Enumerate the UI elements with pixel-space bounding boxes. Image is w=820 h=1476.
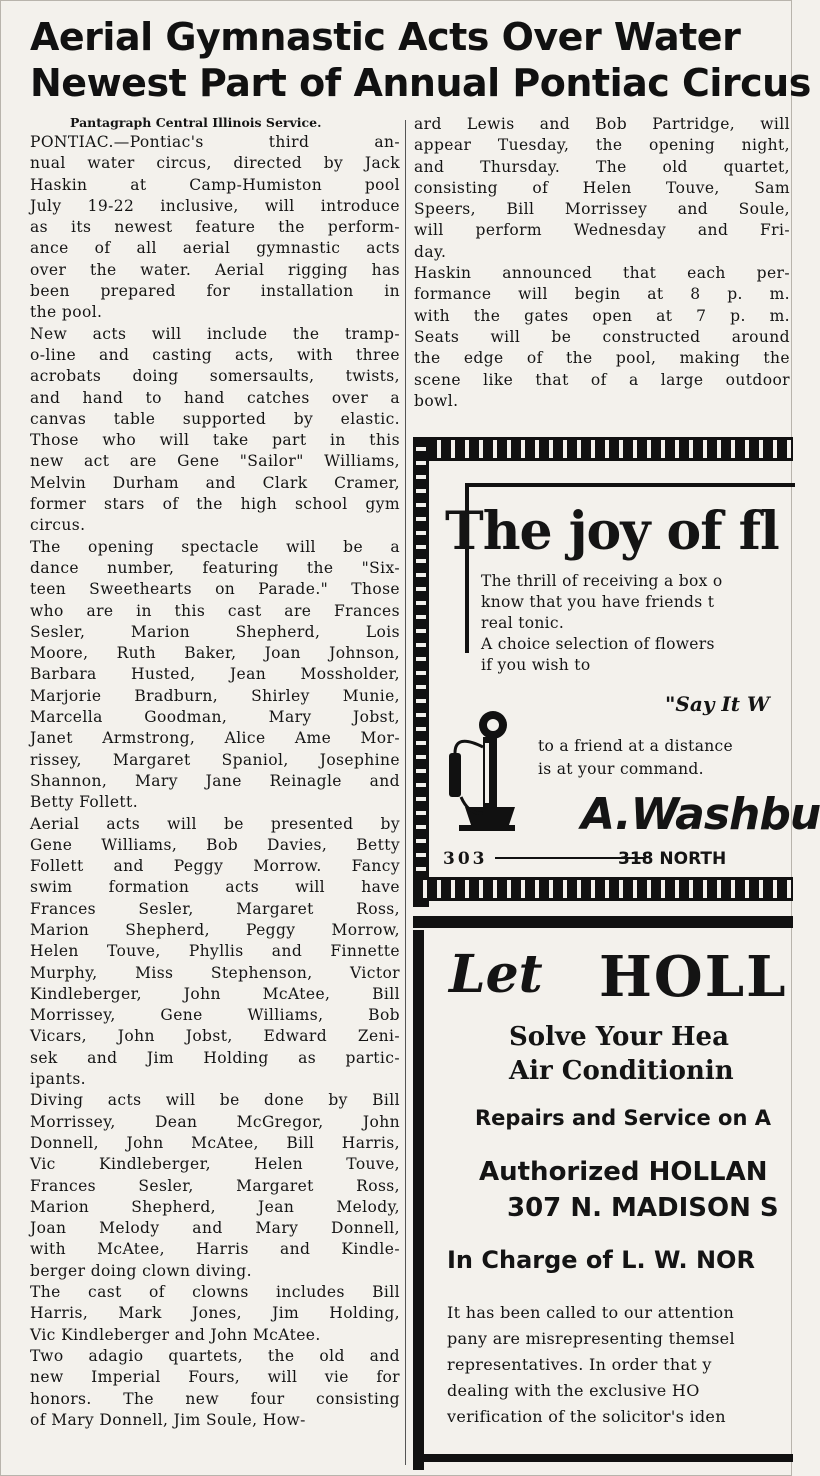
article-right-text [414, 114, 790, 412]
article-line: new Imperial Fours, will vie for [30, 1368, 400, 1387]
article-line: with McAtee, Harris and Kindle- [30, 1240, 400, 1259]
article-line: Those who will take part in this [30, 431, 400, 450]
flower-ad-heading: The joy of fl [445, 501, 779, 562]
flower-ad-friend-line: to a friend at a distance [538, 737, 733, 755]
flower-ad-body [481, 571, 801, 676]
holland-ad-repairs: Repairs and Service on A [475, 1106, 771, 1130]
holland-ad-tagline-line: Solve Your Hea [509, 1022, 729, 1052]
flower-shop-ad [413, 437, 820, 907]
article-line: o-line and casting acts, with three [30, 345, 400, 364]
article-line: Helen Touve, Phyllis and Finnette [30, 942, 400, 961]
article-line: Marion Shepherd, Jean Melody, [30, 1197, 400, 1216]
article-line: PONTIAC.—Pontiac's third an- [30, 133, 400, 151]
article-line: Donnell, John McAtee, Bill Harris, [30, 1133, 400, 1152]
article-line: day. [414, 242, 447, 261]
article-line: Melvin Durham and Clark Cramer, [30, 473, 400, 492]
article-line: Vicars, John Jobst, Edward Zeni- [30, 1027, 400, 1046]
article-line: and hand to hand catches over a [30, 388, 400, 407]
holland-ad-authorized [479, 1154, 779, 1226]
flower-ad-address: 318 NORTH [618, 849, 727, 869]
article-line: rissey, Margaret Spaniol, Josephine [30, 750, 400, 769]
candlestick-telephone-icon [435, 703, 515, 853]
article-line: Marion Shepherd, Peggy Morrow, [30, 920, 400, 939]
article-line: ipants. [30, 1070, 87, 1089]
ad-border-top [413, 437, 793, 461]
article-line: Morrissey, Gene Williams, Bob [30, 1006, 400, 1025]
article-line: ard Lewis and Bob Partridge, will [414, 115, 790, 133]
article-line: teen Sweethearts on Parade." Those [30, 580, 400, 599]
holland-ad-paragraph-line: verification of the solicitor's iden [447, 1407, 726, 1426]
article-credit: Pantagraph Central Illinois Service. [70, 115, 322, 130]
article-line: consisting of Helen Touve, Sam [414, 178, 790, 197]
article-line: Marcella Goodman, Mary Jobst, [30, 708, 400, 727]
article-line: with the gates open at 7 p. m. [414, 306, 790, 325]
article-line: Morrissey, Dean McGregor, John [30, 1112, 400, 1131]
holland-ad-authorized-line: Authorized HOLLAN [479, 1157, 768, 1187]
article-line: acrobats doing somersaults, twists, [30, 367, 400, 386]
article-line: Harris, Mark Jones, Jim Holding, [30, 1304, 400, 1323]
article-line: July 19-22 inclusive, will introduce [30, 196, 400, 215]
holland-furnace-ad [413, 916, 793, 1466]
article-line: Marjorie Bradburn, Shirley Munie, [30, 686, 400, 705]
flower-ad-line: know that you have friends t [481, 593, 715, 611]
ad-border-bottom [413, 1454, 793, 1462]
article-line: canvas table supported by elastic. [30, 409, 400, 428]
article-line: Frances Sesler, Margaret Ross, [30, 1176, 400, 1195]
ad-border-top [413, 916, 793, 928]
flower-ad-signature: A.Washbu [581, 789, 820, 840]
ad-inner-rule [465, 483, 795, 487]
article-line: of Mary Donnell, Jim Soule, How- [30, 1410, 306, 1429]
article-line: swim formation acts will have [30, 878, 400, 897]
article-line: Haskin announced that each per- [414, 264, 790, 283]
flower-ad-line: if you wish to [481, 656, 591, 674]
ad-border-left [413, 437, 429, 907]
article-headline [30, 14, 811, 106]
article-line: New acts will include the tramp- [30, 324, 400, 343]
article-line: Speers, Bill Morrissey and Soule, [414, 200, 790, 219]
article-line: as its newest feature the perform- [30, 218, 400, 237]
flower-ad-line: The thrill of receiving a box o [481, 572, 723, 590]
headline-line-2: Newest Part of Annual Pontiac Circus [30, 61, 811, 105]
article-line: formance will begin at 8 p. m. [414, 285, 790, 304]
holland-ad-paragraph-line: It has been called to our attention [447, 1303, 735, 1322]
article-line: Murphy, Miss Stephenson, Victor [30, 963, 400, 982]
article-column-right [414, 114, 790, 412]
ad-border-bottom [413, 877, 793, 901]
ad-border-left [413, 930, 424, 1470]
article-line: Barbara Husted, Jean Mossholder, [30, 665, 400, 684]
holland-ad-in-charge: In Charge of L. W. NOR [447, 1246, 755, 1274]
flower-ad-line: real tonic. [481, 614, 565, 632]
article-left-text [30, 132, 400, 1431]
holland-ad-tagline [509, 1020, 734, 1088]
article-line: Gene Williams, Bob Davies, Betty [30, 835, 400, 854]
article-line: Frances Sesler, Margaret Ross, [30, 899, 400, 918]
article-line: sek and Jim Holding as partic- [30, 1048, 400, 1067]
article-line: ance of all aerial gymnastic acts [30, 239, 400, 258]
holland-ad-paragraph-line: dealing with the exclusive HO [447, 1381, 700, 1400]
article-line: Diving acts will be done by Bill [30, 1091, 400, 1110]
article-line: Moore, Ruth Baker, Joan Johnson, [30, 644, 400, 663]
flower-ad-line: A choice selection of flowers [481, 635, 715, 653]
article-line: former stars of the high school gym [30, 495, 400, 514]
article-line: appear Tuesday, the opening night, [414, 136, 790, 155]
flower-ad-friend-line: is at your command. [538, 760, 704, 778]
headline-line-1: Aerial Gymnastic Acts Over Water [30, 15, 741, 59]
article-line: the pool. [30, 303, 103, 322]
column-rule [405, 120, 406, 1465]
article-line: dance number, featuring the "Six- [30, 558, 400, 577]
holland-ad-paragraph-line: pany are misrepresenting themsel [447, 1329, 735, 1348]
article-line: Aerial acts will be presented by [30, 814, 400, 833]
article-line: scene like that of a large outdoor [414, 370, 790, 389]
article-line: The cast of clowns includes Bill [30, 1283, 400, 1302]
flower-ad-phone: 303 [443, 849, 488, 869]
flower-ad-friend-text [538, 735, 733, 781]
article-line: Vic Kindleberger, Helen Touve, [30, 1155, 400, 1174]
article-line: The opening spectacle will be a [30, 537, 400, 556]
article-line: over the water. Aerial rigging has [30, 260, 400, 279]
article-line: who are in this cast are Frances [30, 601, 400, 620]
article-line: bowl. [414, 391, 459, 410]
article-line: Two adagio quartets, the old and [30, 1346, 400, 1365]
article-line: honors. The new four consisting [30, 1389, 400, 1408]
article-line: Haskin at Camp-Humiston pool [30, 175, 400, 194]
flower-ad-slogan: "Say It W [665, 692, 770, 716]
article-line: Follett and Peggy Morrow. Fancy [30, 857, 400, 876]
article-line: Joan Melody and Mary Donnell, [30, 1219, 400, 1238]
holland-ad-brand: HOLL [599, 944, 788, 1010]
article-line: Shannon, Mary Jane Reinagle and [30, 771, 400, 790]
holland-ad-tagline-line: Air Conditionin [509, 1056, 734, 1086]
holland-ad-address: 307 N. MADISON S [507, 1193, 779, 1223]
holland-ad-paragraph-line: representatives. In order that y [447, 1355, 712, 1374]
article-line: berger doing clown diving. [30, 1261, 252, 1280]
holland-ad-let: Let [449, 944, 543, 1005]
article-line: Vic Kindleberger and John McAtee. [30, 1325, 321, 1344]
article-line: Betty Follett. [30, 793, 139, 812]
article-line: Seats will be constructed around [414, 327, 790, 346]
article-line: circus. [30, 516, 86, 535]
article-line: Sesler, Marion Shepherd, Lois [30, 622, 400, 641]
article-line: Janet Armstrong, Alice Ame Mor- [30, 729, 400, 748]
article-line: nual water circus, directed by Jack [30, 154, 400, 173]
holland-ad-paragraph [447, 1300, 735, 1430]
article-line: been prepared for installation in [30, 282, 400, 301]
article-line: the edge of the pool, making the [414, 349, 790, 368]
article-column-left [30, 114, 400, 1431]
article-line: Kindleberger, John McAtee, Bill [30, 984, 400, 1003]
article-line: will perform Wednesday and Fri- [414, 221, 790, 240]
article-line: and Thursday. The old quartet, [414, 157, 790, 176]
article-line: new act are Gene "Sailor" Williams, [30, 452, 400, 471]
